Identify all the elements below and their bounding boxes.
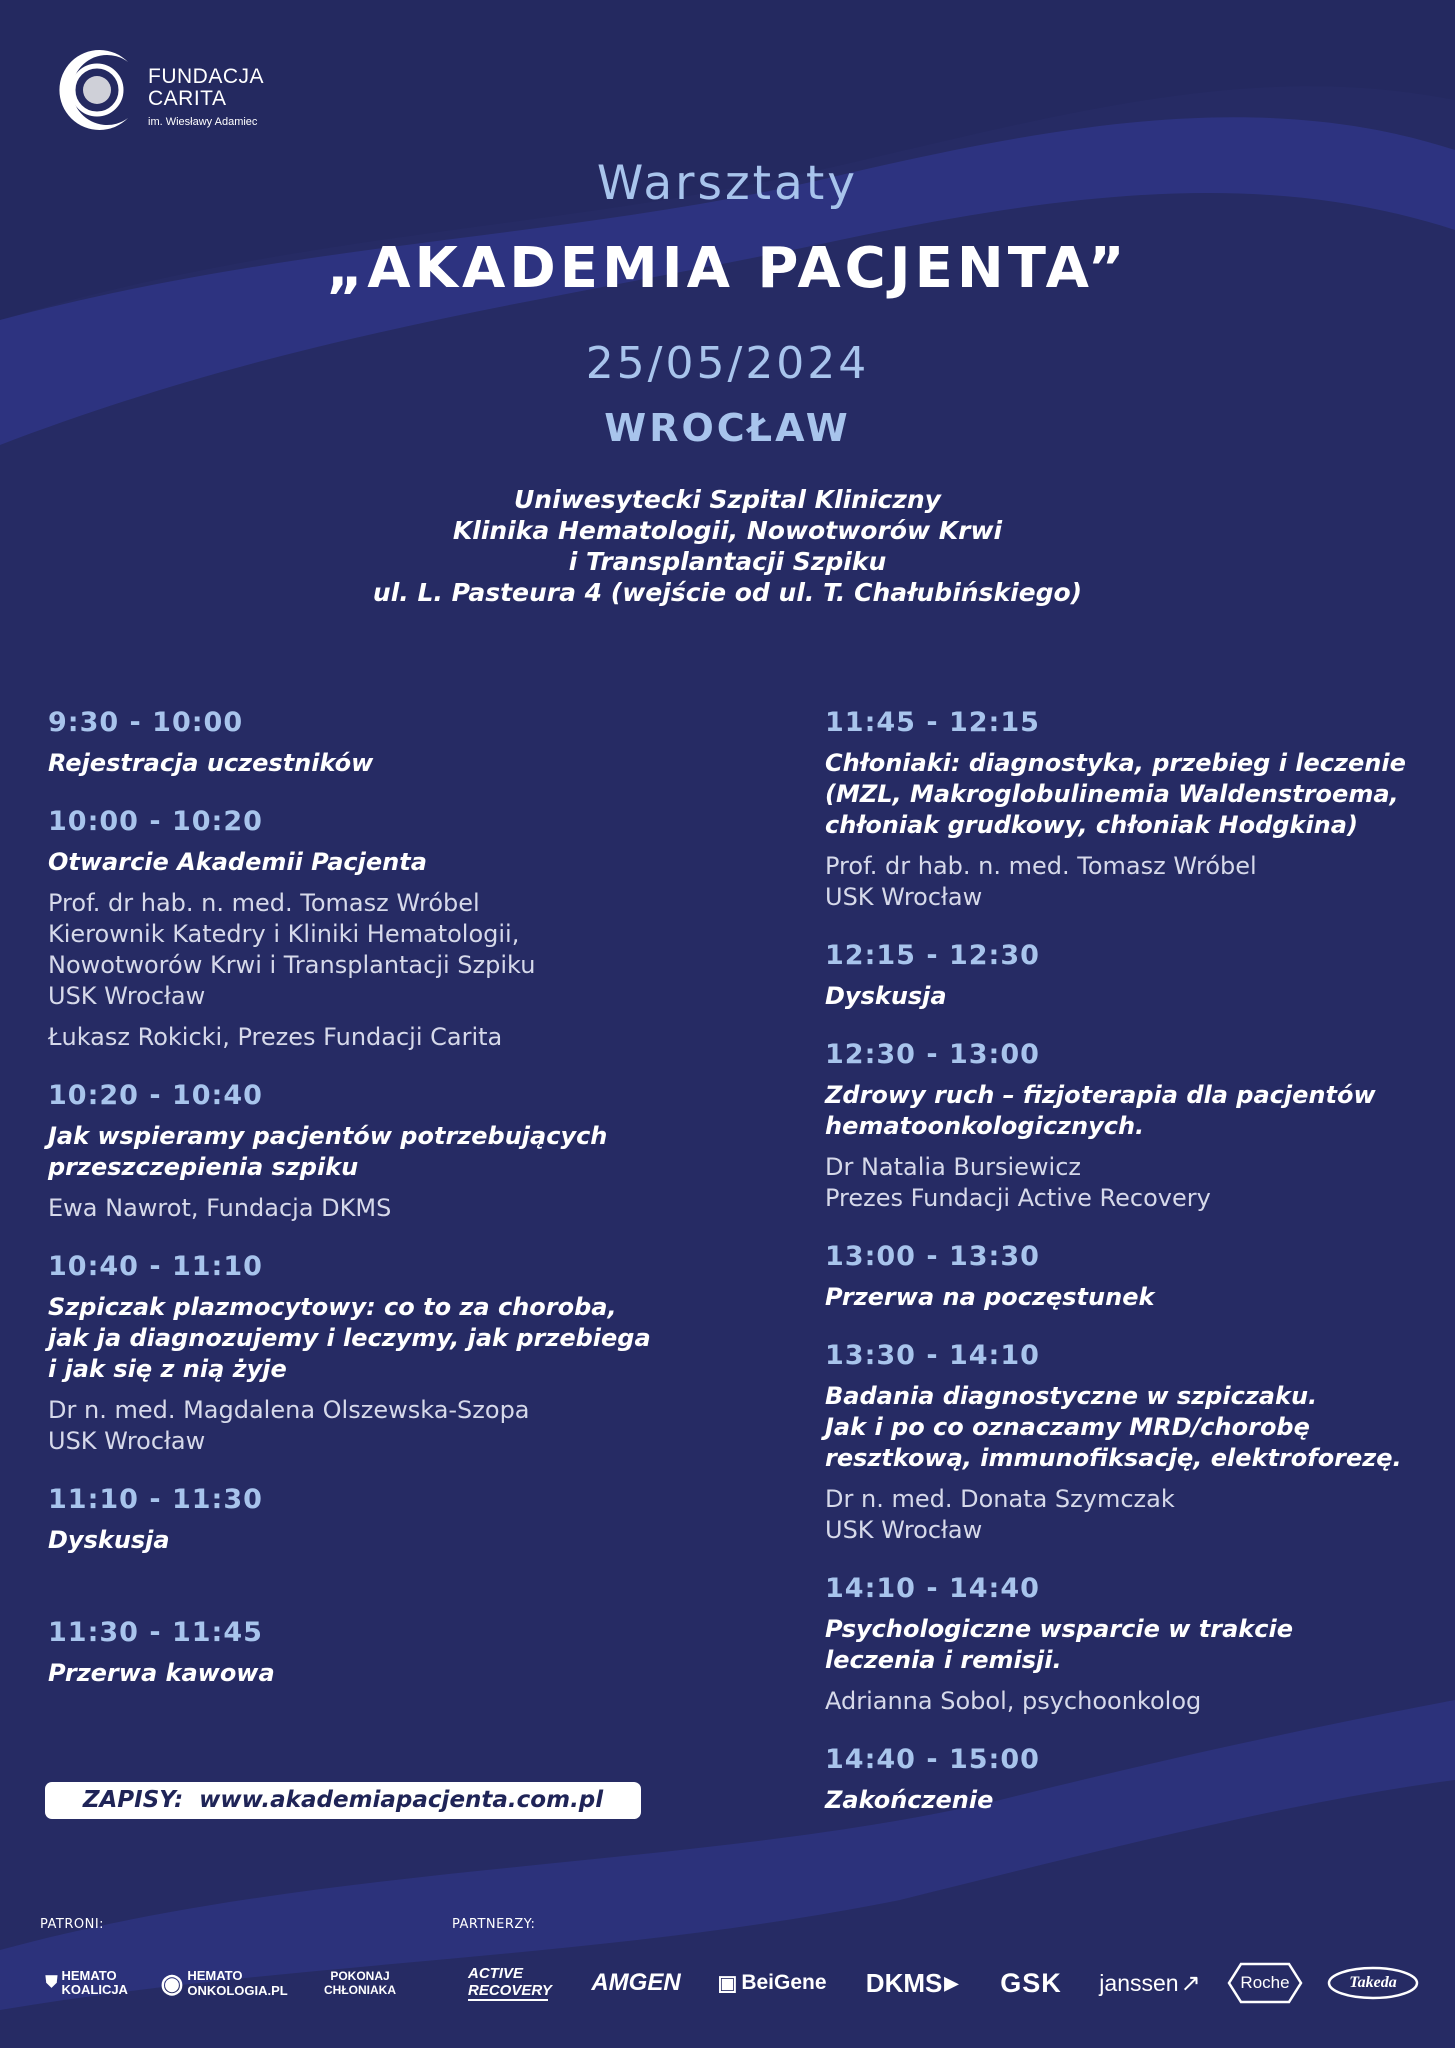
janssen-swoosh-icon: ↗	[1180, 1969, 1201, 1997]
agenda-topic-line: przeszczepienia szpiku	[48, 1153, 359, 1181]
agenda-topic-line: (MZL, Makroglobulinemia Waldenstroema,	[825, 780, 1399, 808]
agenda-topic-line: chłoniak grudkowy, chłoniak Hodgkina)	[825, 811, 1358, 839]
agenda-speaker	[825, 1686, 1425, 1717]
agenda-item	[825, 1038, 1425, 1214]
speaker-line: Dr Natalia Bursiewicz	[825, 1153, 1081, 1181]
agenda-item	[825, 1339, 1425, 1546]
speaker-line: USK Wrocław	[48, 982, 206, 1010]
agenda-topic-line: Jak i po co oznaczamy MRD/chorobę	[825, 1413, 1310, 1441]
partner-beigene-logo	[708, 1956, 836, 2010]
agenda-item	[825, 1743, 1425, 1816]
signup-url[interactable]: www.akademiapacjenta.com.pl	[199, 1787, 604, 1813]
agenda-topic-line: leczenia i remisji.	[825, 1646, 1062, 1674]
agenda-item	[825, 706, 1425, 913]
agenda-topic	[825, 748, 1425, 841]
agenda-item	[48, 1483, 688, 1556]
agenda-item	[48, 805, 688, 1053]
venue-line: Klinika Hematologii, Nowotworów Krwi	[452, 516, 1003, 545]
speaker-line: Prof. dr hab. n. med. Tomasz Wróbel	[48, 889, 480, 917]
page-title: „AKADEMIA PACJENTA”	[326, 236, 1129, 301]
speaker-line: Nowotworów Krwi i Transplantacji Szpiku	[48, 951, 536, 979]
circle-logo-icon: ◉	[160, 1967, 184, 1998]
beigene-icon: ▣	[717, 1971, 738, 1995]
speaker-line: USK Wrocław	[48, 1427, 206, 1455]
patrons-label: PATRONI:	[40, 1917, 105, 1932]
agenda-topic	[48, 1121, 688, 1183]
agenda-item	[825, 1240, 1425, 1313]
patron-name: HEMATO KOALICJA	[61, 1968, 128, 1997]
speaker-line: Łukasz Rokicki, Prezes Fundacji Carita	[48, 1023, 503, 1051]
partners-label: PARTNERZY:	[452, 1917, 536, 1932]
agenda-time: 12:15 - 12:30	[825, 940, 1040, 971]
agenda-topic-line: Przerwa kawowa	[48, 1659, 275, 1687]
event-date: 25/05/2024	[585, 338, 870, 389]
logo-name-line2: CARITA	[148, 87, 227, 110]
partner-name: BeiGene	[741, 1971, 827, 1994]
dkms-arrow-icon: ▶	[944, 1972, 959, 1993]
agenda-time: 11:10 - 11:30	[48, 1484, 263, 1515]
agenda-time: 9:30 - 10:00	[48, 707, 244, 738]
partner-name: janssen	[1099, 1969, 1179, 1996]
agenda-topic-line: hematoonkologicznych.	[825, 1112, 1145, 1140]
agenda-time: 14:10 - 14:40	[825, 1573, 1040, 1604]
agenda-speaker	[48, 888, 688, 1012]
fundacja-carita-logo	[50, 44, 280, 134]
speaker-line: Dr n. med. Donata Szymczak	[825, 1485, 1175, 1513]
agenda-topic-line: Psychologiczne wsparcie w trakcie	[825, 1615, 1293, 1643]
partner-name: ACTIVE RECOVERY	[468, 1965, 552, 1999]
partner-gsk-logo: GSK	[1000, 1967, 1062, 1998]
agenda-topic-line: Chłoniaki: diagnostyka, przebieg i leczenie	[825, 749, 1406, 777]
agenda-topic	[48, 1525, 688, 1556]
shield-icon: ⛊	[45, 1974, 58, 1991]
agenda-speaker	[48, 1022, 688, 1053]
agenda-topic	[48, 748, 688, 779]
venue-line: ul. L. Pasteura 4 (wejście od ul. T. Chałubińskiego)	[372, 578, 1083, 607]
agenda-topic	[48, 1292, 688, 1385]
venue-line: Uniwesytecki Szpital Kliniczny	[514, 485, 941, 514]
agenda-topic	[48, 847, 688, 878]
agenda-topic-line: jak ja diagnozujemy i leczymy, jak przebiega	[48, 1324, 651, 1352]
speaker-line: Prof. dr hab. n. med. Tomasz Wróbel	[825, 852, 1257, 880]
agenda-topic-line: resztkową, immunofiksację, elektroforezę.	[825, 1444, 1402, 1472]
logo-name-line1: FUNDACJA	[148, 65, 265, 88]
speaker-line: Adrianna Sobol, psychoonkolog	[825, 1687, 1202, 1715]
agenda-speaker	[825, 851, 1425, 913]
patron-name: HEMATO ONKOLOGIA.PL	[187, 1968, 288, 1998]
agenda-speaker	[48, 1193, 688, 1224]
patron-hemato-onkologia-logo	[155, 1956, 305, 2010]
speaker-line: Ewa Nawrot, Fundacja DKMS	[48, 1194, 392, 1222]
partner-dkms-logo	[856, 1956, 968, 2010]
logo-subtitle: im. Wiesławy Adamiec	[148, 116, 258, 128]
signup-link[interactable]	[45, 1782, 641, 1819]
speaker-line: Kierownik Katedry i Kliniki Hematologii,	[48, 920, 520, 948]
partner-amgen-logo: AMGEN	[591, 1969, 681, 1996]
patron-name: POKONAJ CHŁONIAKA	[324, 1969, 396, 1997]
agenda-time: 13:30 - 14:10	[825, 1340, 1040, 1371]
agenda-item	[48, 706, 688, 779]
agenda-topic-line: Przerwa na poczęstunek	[825, 1283, 1155, 1311]
agenda-topic	[825, 981, 1425, 1012]
agenda-item	[48, 1616, 688, 1689]
agenda-speaker	[48, 1395, 688, 1457]
agenda-topic-line: Zdrowy ruch – fizjoterapia dla pacjentów	[825, 1081, 1376, 1109]
agenda-topic	[825, 1282, 1425, 1313]
agenda-topic-line: Zakończenie	[825, 1786, 994, 1814]
patron-hemato-koalicja-logo	[40, 1956, 135, 2010]
agenda-item	[48, 1250, 688, 1457]
agenda-time: 10:00 - 10:20	[48, 806, 263, 837]
agenda-time: 10:20 - 10:40	[48, 1080, 263, 1111]
venue-line: i Transplantacji Szpiku	[568, 547, 887, 576]
agenda-time: 11:45 - 12:15	[825, 707, 1040, 738]
agenda-column-left	[48, 706, 688, 1715]
agenda-time: 11:30 - 11:45	[48, 1617, 263, 1648]
partner-takeda-logo	[1325, 1956, 1421, 2010]
agenda-item	[48, 1079, 688, 1224]
agenda-topic-line: i jak się z nią żyje	[48, 1355, 287, 1383]
agenda-topic-line: Jak wspieramy pacjentów potrzebujących	[48, 1122, 608, 1150]
carita-ring-logo-icon	[50, 44, 138, 136]
agenda-item	[825, 1572, 1425, 1717]
partner-name: Takeda	[1349, 1974, 1397, 1991]
speaker-line: Prezes Fundacji Active Recovery	[825, 1184, 1211, 1212]
agenda-topic-line: Szpiczak plazmocytowy: co to za choroba,	[48, 1293, 617, 1321]
workshops-label: Warsztaty	[596, 156, 859, 211]
agenda-topic	[825, 1785, 1425, 1816]
agenda-topic-line: Rejestracja uczestników	[48, 749, 374, 777]
agenda-time: 14:40 - 15:00	[825, 1744, 1040, 1775]
agenda-topic-line: Badania diagnostyczne w szpiczaku.	[825, 1382, 1318, 1410]
agenda-topic	[825, 1381, 1425, 1474]
logo-name	[148, 66, 264, 110]
partner-roche-logo	[1225, 1956, 1305, 2010]
partner-janssen-logo	[1095, 1956, 1205, 2010]
partner-name: DKMS	[865, 1967, 943, 1998]
agenda-item	[825, 939, 1425, 1012]
agenda-topic-line: Otwarcie Akademii Pacjenta	[48, 848, 427, 876]
agenda-topic	[825, 1614, 1425, 1676]
speaker-line: USK Wrocław	[825, 1516, 983, 1544]
partner-active-recovery-logo	[452, 1956, 564, 2010]
patron-pokonaj-chloniaka-logo	[318, 1956, 402, 2010]
venue-address	[0, 484, 1455, 608]
agenda-time: 12:30 - 13:00	[825, 1039, 1040, 1070]
agenda-speaker	[825, 1152, 1425, 1214]
agenda-topic	[825, 1080, 1425, 1142]
agenda-column-right	[825, 706, 1425, 1842]
agenda-topic-line: Dyskusja	[825, 982, 947, 1010]
agenda-time: 13:00 - 13:30	[825, 1241, 1040, 1272]
speaker-line: USK Wrocław	[825, 883, 983, 911]
partner-name: Roche	[1240, 1973, 1290, 1992]
signup-label: ZAPISY:	[82, 1787, 184, 1813]
event-city: WROCŁAW	[604, 406, 851, 450]
agenda-time: 10:40 - 11:10	[48, 1251, 263, 1282]
agenda-topic-line: Dyskusja	[48, 1526, 170, 1554]
speaker-line: Dr n. med. Magdalena Olszewska-Szopa	[48, 1396, 530, 1424]
agenda-topic	[48, 1658, 688, 1689]
agenda-speaker	[825, 1484, 1425, 1546]
